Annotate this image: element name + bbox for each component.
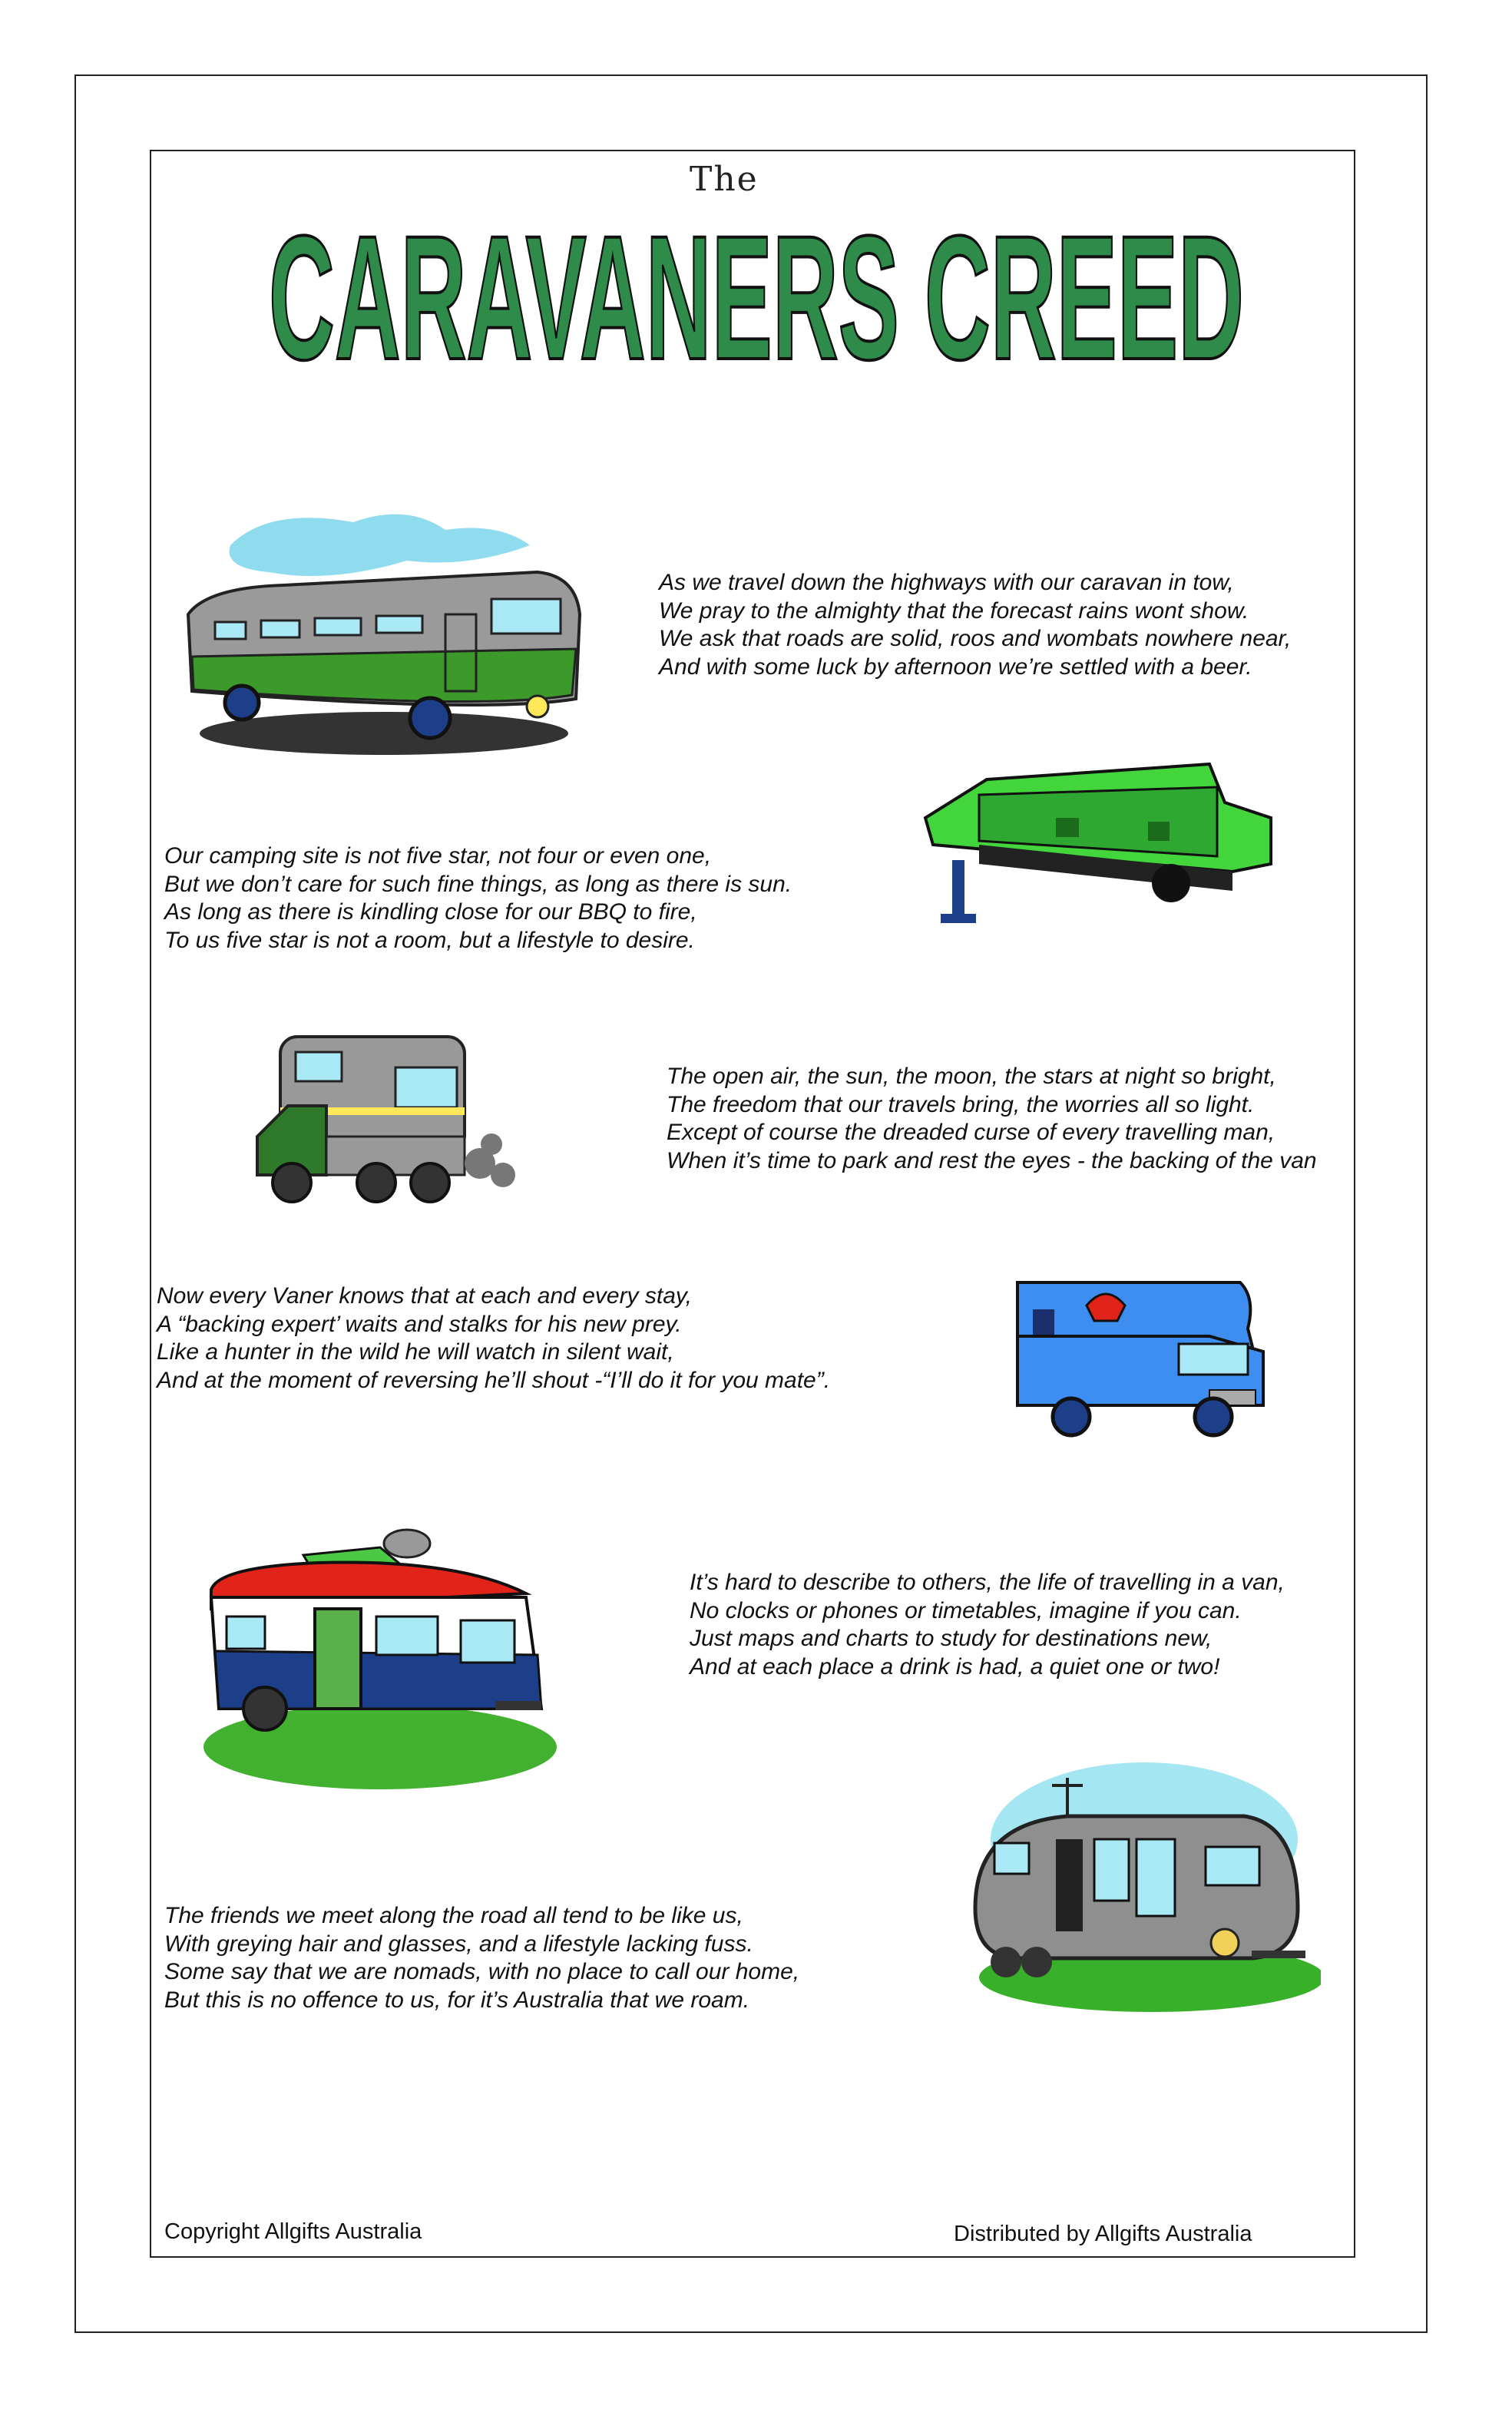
- verse-line: As we travel down the highways with our caravan in tow,: [659, 570, 1234, 595]
- page-title: CARAVANERS CREED: [269, 201, 1244, 396]
- copyright-text: Copyright Allgifts Australia: [164, 2219, 422, 2244]
- verse-line: We ask that roads are solid, roos and wombats nowhere near,: [659, 626, 1292, 651]
- verse-line: The freedom that our travels bring, the worries all so light.: [667, 1091, 1255, 1117]
- verse-line: And with some luck by afternoon we’re settled with a beer.: [659, 654, 1252, 680]
- verse-line: Except of course the dreaded curse of every travelling man,: [667, 1120, 1275, 1145]
- verse-line: But we don’t care for such fine things, as long as there is sun.: [164, 871, 792, 897]
- verse-line: With greying hair and glasses, and a lifestyle lacking fuss.: [164, 1931, 753, 1957]
- verse-line: And at each place a drink is had, a quiet one or two!: [690, 1653, 1220, 1679]
- bus-motorhome-icon: [177, 499, 591, 760]
- verse-line: We pray to the almighty that the forecast rains wont show.: [659, 597, 1249, 624]
- verse-6: [164, 1902, 799, 2014]
- verse-3: [667, 1063, 1317, 1175]
- verse-line: Just maps and charts to study for destinations new,: [690, 1626, 1213, 1651]
- verse-line: Like a hunter in the wild he will watch in silent wait,: [157, 1339, 674, 1365]
- verse-line: Some say that we are nomads, with no place to call our home,: [164, 1959, 800, 1984]
- verse-line: But this is no offence to us, for it’s Australia that we roam.: [164, 1987, 750, 2013]
- verse-1: [659, 569, 1291, 681]
- verse-2: [164, 842, 792, 955]
- blue-motorhome-icon: [1010, 1267, 1271, 1440]
- distributor-text: Distributed by Allgifts Australia: [954, 2222, 1252, 2246]
- camper-trailer-icon: [918, 756, 1279, 941]
- verse-line: A “backing expert’ waits and stalks for his new prey.: [157, 1311, 682, 1337]
- verse-line: The friends we meet along the road all tend to be like us,: [164, 1903, 743, 1928]
- verse-line: No clocks or phones or timetables, imagine if you can.: [690, 1597, 1242, 1623]
- verse-line: It’s hard to describe to others, the life of travelling in a van,: [690, 1570, 1285, 1595]
- verse-line: To us five star is not a room, but a lifestyle to desire.: [164, 927, 695, 953]
- verse-line: And at the moment of reversing he’ll shout -“I’ll do it for you mate”.: [157, 1367, 831, 1393]
- verse-line: Our camping site is not five star, not four or even one,: [164, 843, 712, 869]
- title-banner: [261, 201, 1252, 401]
- airstream-caravan-icon: [960, 1755, 1321, 2016]
- verse-line: Now every Vaner knows that at each and every stay,: [157, 1283, 693, 1309]
- the-label: The: [690, 160, 759, 199]
- verse-line: The open air, the sun, the moon, the stars at night so bright,: [667, 1064, 1276, 1089]
- slide-on-camper-truck-icon: [250, 1021, 526, 1213]
- verse-4: [157, 1282, 830, 1395]
- caravan-satellite-icon: [203, 1524, 572, 1801]
- verse-line: As long as there is kindling close for our BBQ to fire,: [164, 899, 697, 925]
- verse-line: When it’s time to park and rest the eyes - the backing of the van: [667, 1147, 1317, 1173]
- verse-5: [690, 1569, 1285, 1681]
